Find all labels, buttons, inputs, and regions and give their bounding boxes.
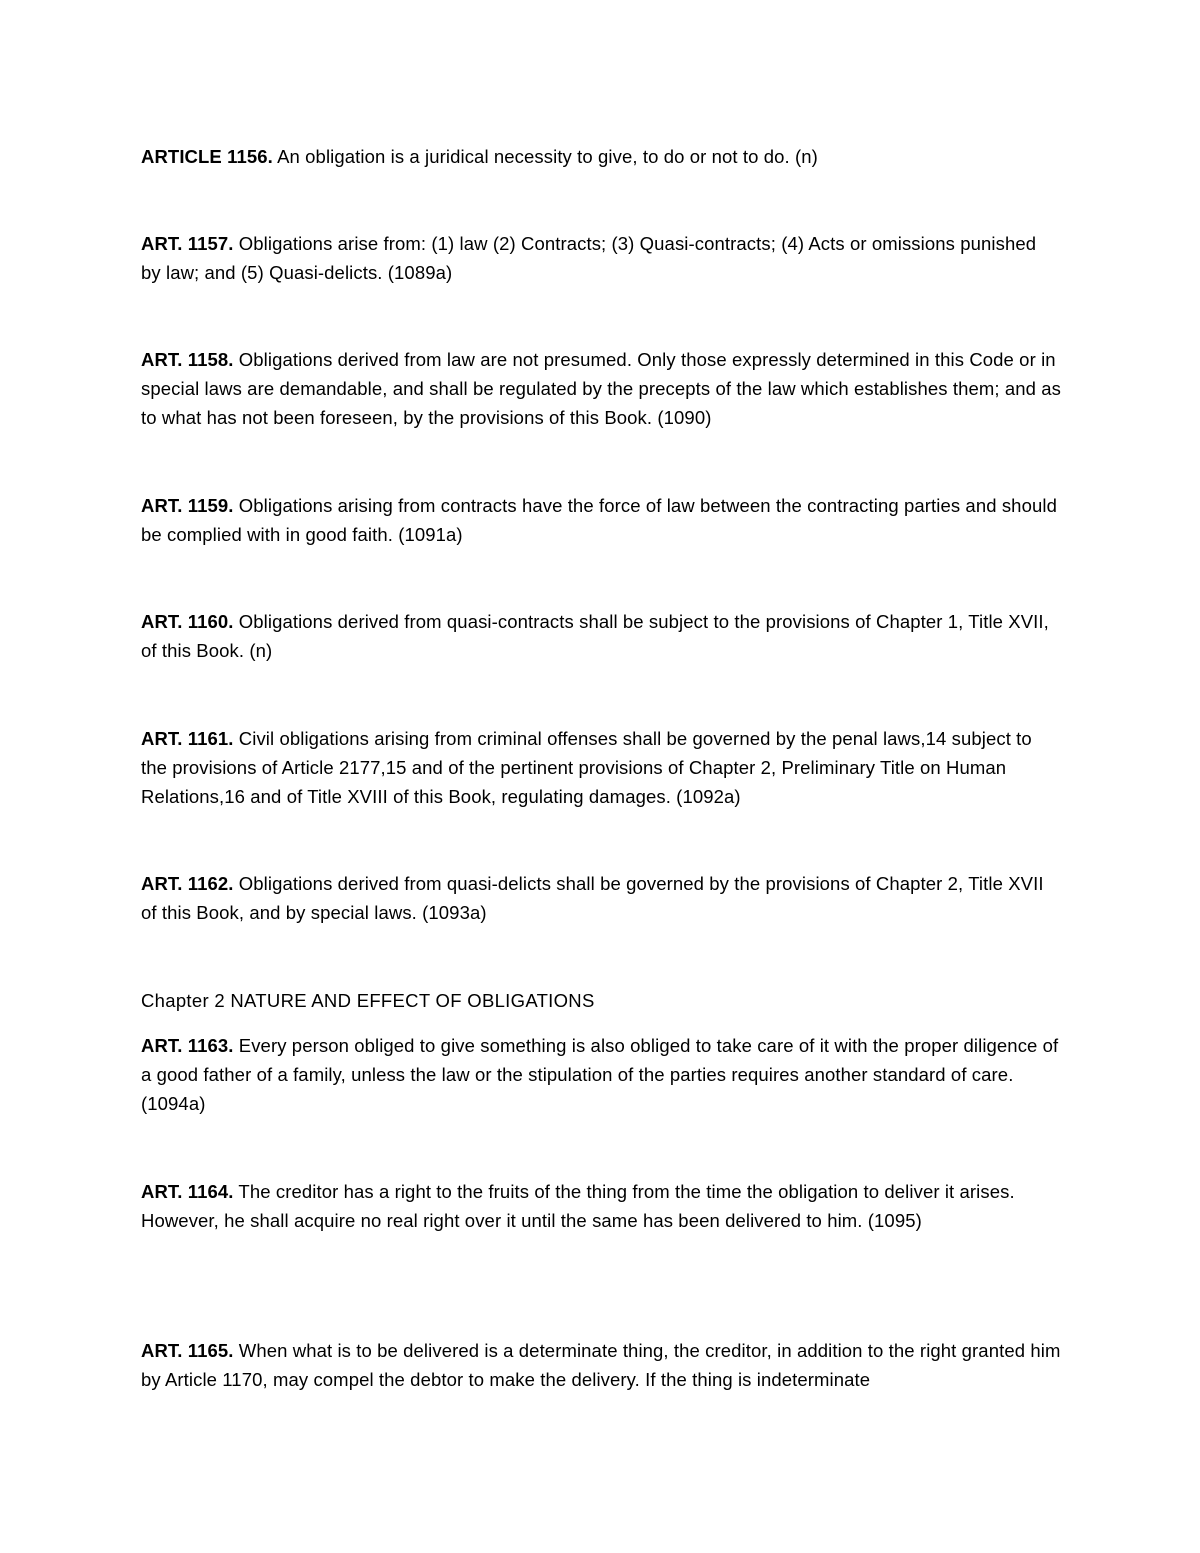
article-text: Civil obligations arising from criminal offenses shall be governed by the penal laws,14 subject to the provisions of Article 2177,15 and of the pertinent provisions of Chapter 2, Preliminary Title on Human Relations,16 and of Title XVIII of this Book, regulating damages. (1092a) [141, 728, 1032, 807]
article-label: ART. 1160. [141, 611, 234, 632]
article-1159 [141, 491, 1061, 549]
article-1156 [141, 142, 1061, 171]
article-text: The creditor has a right to the fruits of the thing from the time the obligation to deliver it arises. However, he shall acquire no real right over it until the same has been delivered to him. (1095) [141, 1181, 1015, 1231]
article-text: Obligations derived from law are not presumed. Only those expressly determined in this Code or in special laws are demandable, and shall be regulated by the precepts of the law which establishes them; and as to what has not been foreseen, by the provisions of this Book. (1090) [141, 349, 1062, 428]
article-1157 [141, 229, 1061, 287]
article-1162 [141, 869, 1061, 927]
chapter-heading: Chapter 2 NATURE AND EFFECT OF OBLIGATIONS [141, 990, 595, 1011]
article-text: An obligation is a juridical necessity to give, to do or not to do. (n) [272, 146, 818, 167]
article-label: ARTICLE 1156. [141, 146, 273, 167]
article-label: ART. 1165. [141, 1340, 234, 1361]
article-label: ART. 1162. [141, 873, 234, 894]
article-1158 [141, 345, 1061, 432]
article-1164 [141, 1177, 1061, 1235]
article-1161 [141, 724, 1061, 811]
article-1160 [141, 607, 1061, 665]
article-label: ART. 1157. [141, 233, 234, 254]
article-text: Obligations derived from quasi-delicts shall be governed by the provisions of Chapter 2, Title XVII of this Book, and by special laws. (1093a) [141, 873, 1044, 923]
article-1163 [141, 1031, 1061, 1118]
article-text: When what is to be delivered is a determinate thing, the creditor, in addition to the right granted him by Article 1170, may compel the debtor to make the delivery. If the thing is indeterminate [141, 1340, 1061, 1390]
article-label: ART. 1158. [141, 349, 234, 370]
article-1165 [141, 1336, 1061, 1394]
article-label: ART. 1161. [141, 728, 234, 749]
article-text: Obligations arising from contracts have the force of law between the contracting parties and should be complied with in good faith. (1091a) [141, 495, 1057, 545]
article-text: Obligations derived from quasi-contracts shall be subject to the provisions of Chapter 1, Title XVII, of this Book. (n) [141, 611, 1049, 661]
article-label: ART. 1164. [141, 1181, 234, 1202]
article-label: ART. 1159. [141, 495, 234, 516]
article-label: ART. 1163. [141, 1035, 234, 1056]
article-text: Obligations arise from: (1) law (2) Contracts; (3) Quasi-contracts; (4) Acts or omissions punished by law; and (5) Quasi-delicts. (1089a) [141, 233, 1037, 283]
article-text: Every person obliged to give something is also obliged to take care of it with the proper diligence of a good father of a family, unless the law or the stipulation of the parties requires another standard of care. (1094a) [141, 1035, 1059, 1114]
